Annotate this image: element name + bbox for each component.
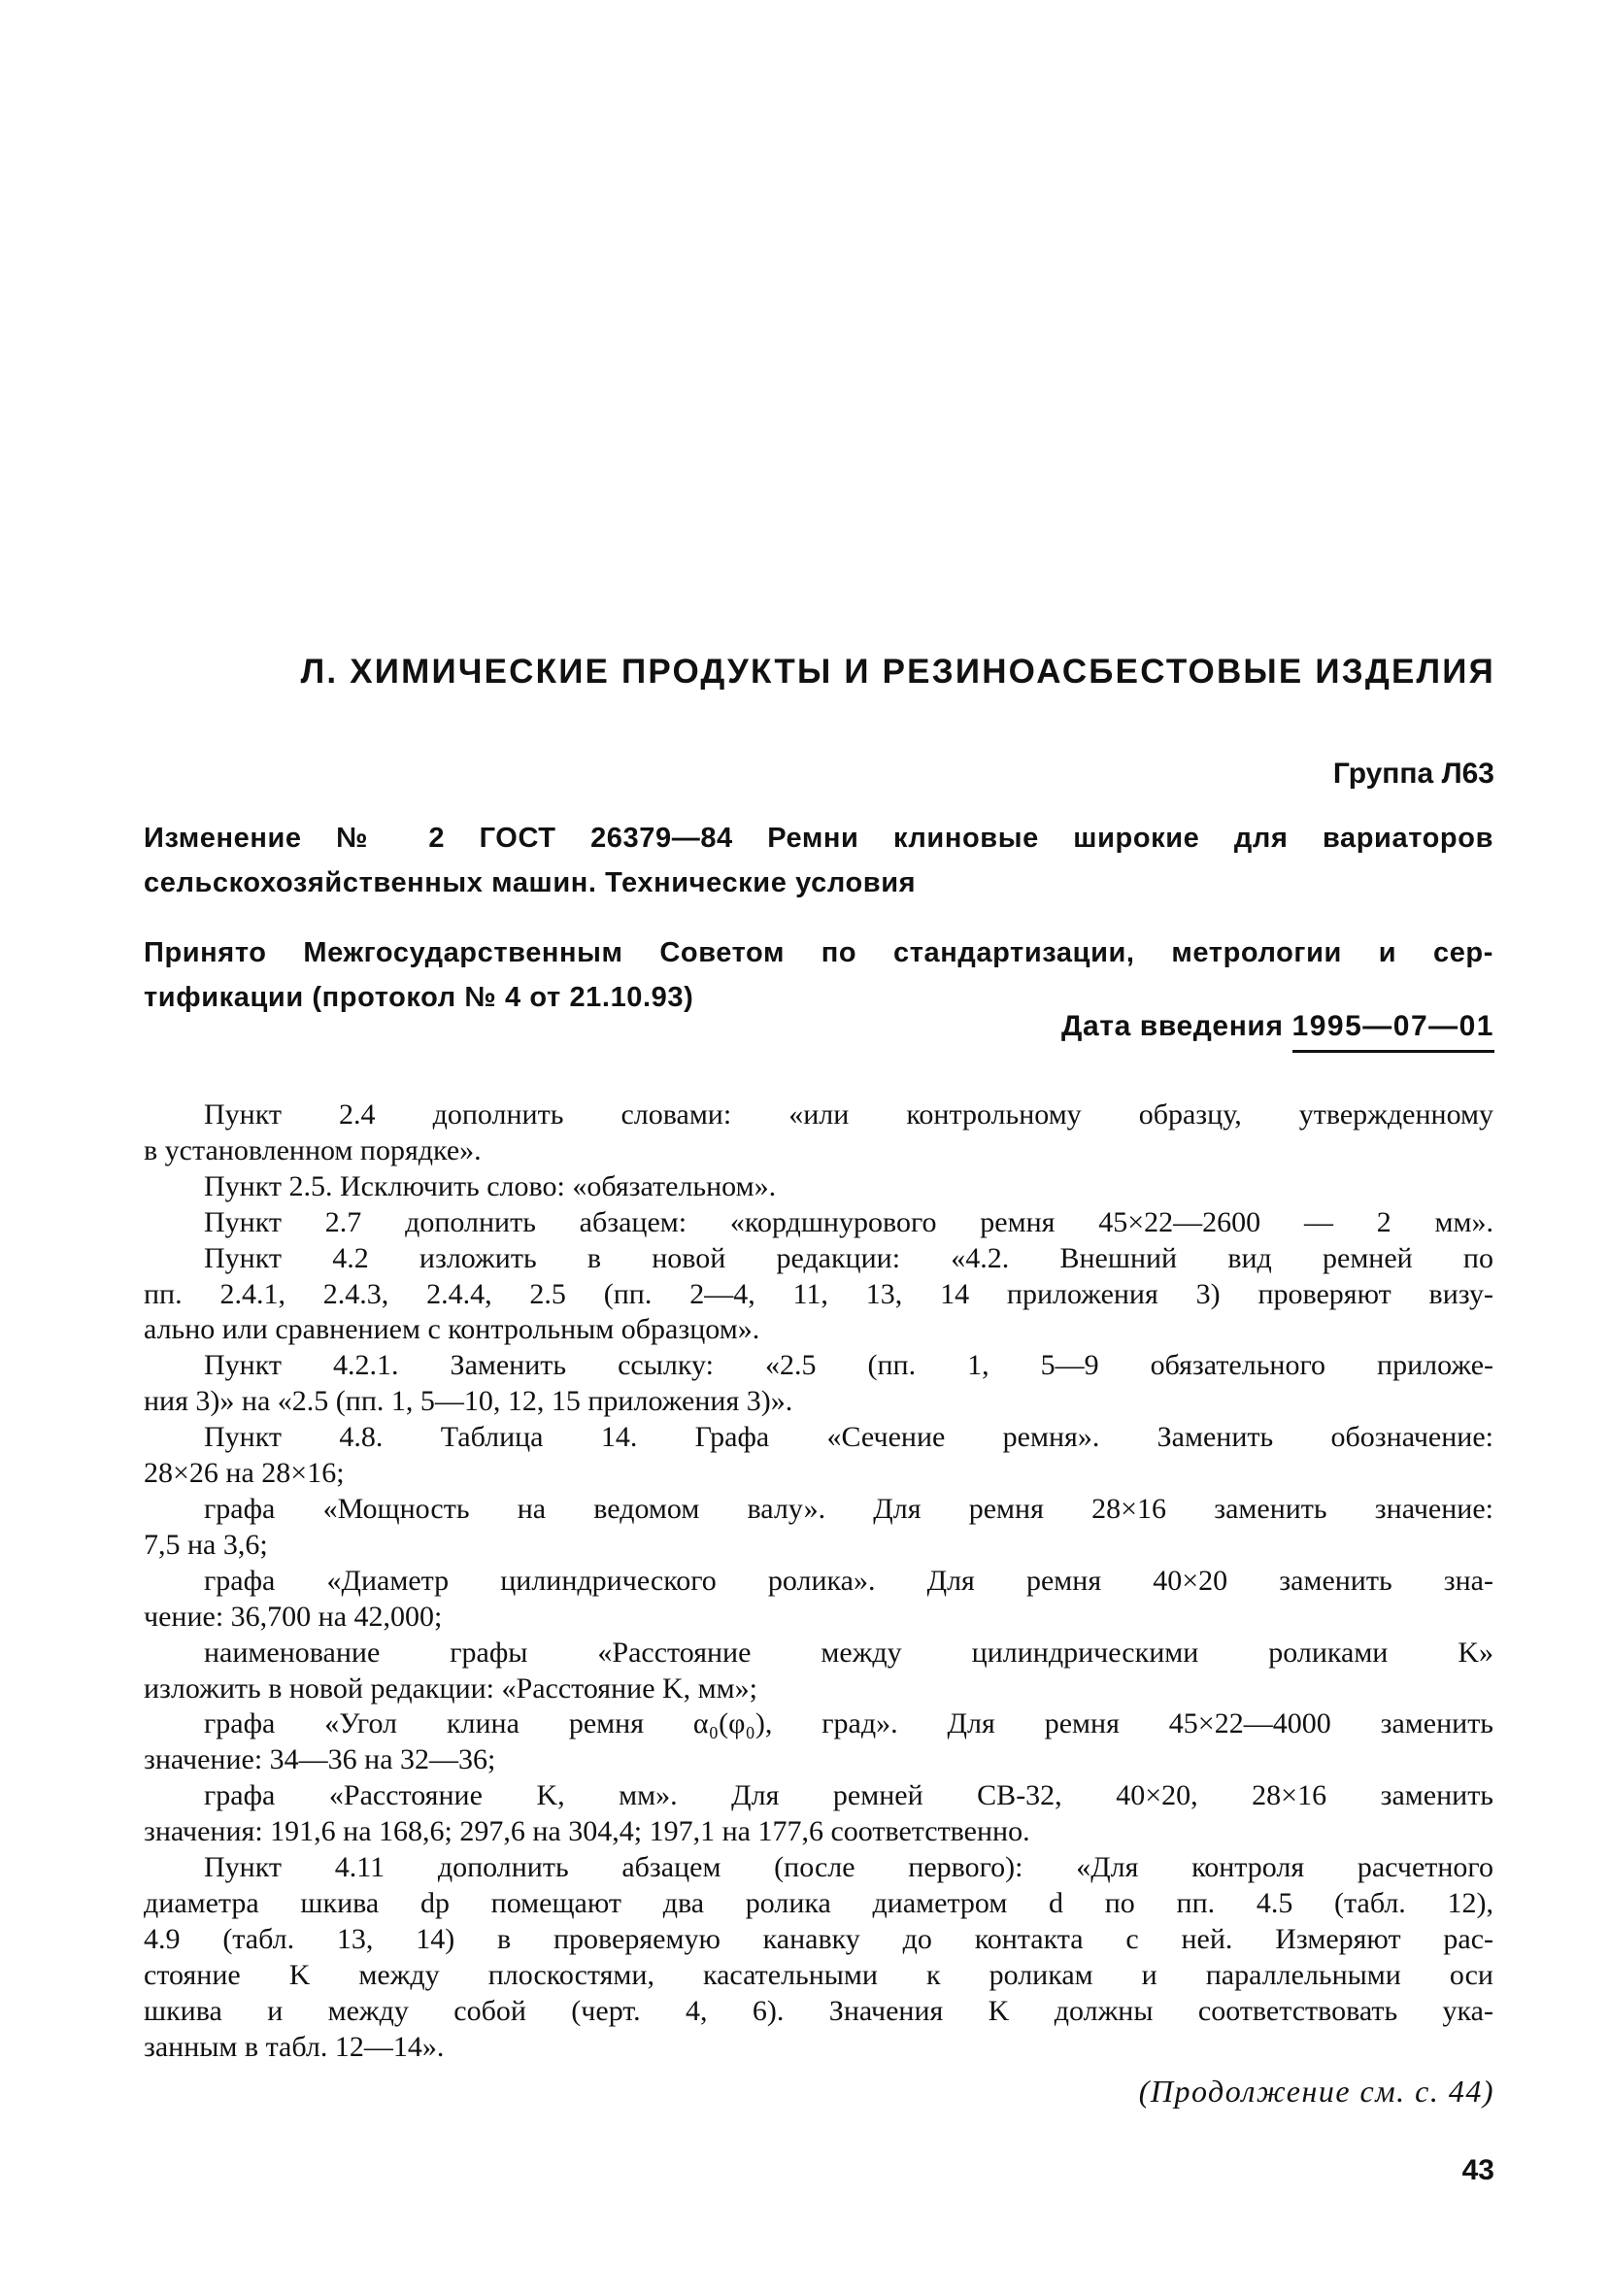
- text-line: чение: 36,700 на 42,000;: [144, 1600, 443, 1633]
- text-line: диаметра шкива dp помещают два ролика диаметром d по пп. 4.5 (табл. 12),: [144, 1886, 1493, 1919]
- text-line: графа «Диаметр цилиндрического ролика». Для ремня 40×20 заменить зна-: [204, 1564, 1493, 1597]
- text-line: пп. 2.4.1, 2.4.3, 2.4.4, 2.5 (пп. 2—4, 11, 13, 14 приложения 3) проверяют визу-: [144, 1277, 1493, 1310]
- change-heading-line: Изменение № 2 ГОСТ 26379—84 Ремни клиновые широкие для вариаторов: [144, 823, 1493, 854]
- text-line: графа «Мощность на ведомом валу». Для ремня 28×16 заменить значение:: [204, 1492, 1493, 1525]
- introduction-date: [1061, 1010, 1494, 1043]
- text-line: 7,5 на 3,6;: [144, 1528, 268, 1561]
- text-line: изложить в новой редакции: «Расстояние K, мм»;: [144, 1671, 757, 1705]
- continuation-note: (Продолжение см. с. 44): [1138, 2074, 1494, 2109]
- text-line: Пункт 2.4 дополнить словами: «или контрольному образцу, утвержденному: [204, 1098, 1493, 1131]
- text-line: Пункт 4.2.1. Заменить ссылку: «2.5 (пп. 1, 5—9 обязательного приложе-: [204, 1349, 1493, 1382]
- text-line: ально или сравнением с контрольным образцом».: [144, 1313, 760, 1346]
- text-line: Пункт 2.5. Исключить слово: «обязательном».: [204, 1169, 777, 1202]
- body-text: [144, 1097, 1493, 2065]
- adoption-line: тификации (протокол № 4 от 21.10.93): [144, 982, 694, 1013]
- text-line: Пункт 4.11 дополнить абзацем (после первого): «Для контроля расчетного: [204, 1851, 1493, 1884]
- section-title: Л. ХИМИЧЕСКИЕ ПРОДУКТЫ И РЕЗИНОАСБЕСТОВЫЕ ИЗДЕЛИЯ: [300, 653, 1495, 691]
- text-line: стояние K между плоскостями, касательными к роликам и параллельными оси: [144, 1958, 1493, 1991]
- change-heading-line: сельскохозяйственных машин. Технические условия: [144, 867, 917, 898]
- adoption-line: Принято Межгосударственным Советом по стандартизации, метрологии и сер-: [144, 937, 1493, 968]
- change-heading: [144, 816, 1493, 905]
- text-line: наименование графы «Расстояние между цилиндрическими роликами K»: [204, 1636, 1493, 1669]
- text-line: значение: 34—36 на 32—36;: [144, 1743, 496, 1776]
- text-line: графа «Угол клина ремня α₀(φ₀), град». Для ремня 45×22—4000 заменить: [204, 1707, 1493, 1740]
- text-line: 4.9 (табл. 13, 14) в проверяемую канавку до контакта с ней. Измеряют рас-: [144, 1922, 1493, 1955]
- text-line: в установленном порядке».: [144, 1133, 482, 1166]
- text-line: Пункт 4.8. Таблица 14. Графа «Сечение ремня». Заменить обозначение:: [204, 1421, 1493, 1454]
- text-line: графа «Расстояние K, мм». Для ремней СВ-32, 40×20, 28×16 заменить: [204, 1779, 1493, 1812]
- text-line: шкива и между собой (черт. 4, 6). Значения K должны соответствовать ука-: [144, 1994, 1493, 2027]
- adoption-text: [144, 930, 1493, 1020]
- page-number: 43: [1461, 2154, 1494, 2186]
- text-line: 28×26 на 28×16;: [144, 1457, 345, 1490]
- introduction-date-value: 1995—07—01: [1292, 1010, 1494, 1053]
- text-line: занным в табл. 12—14».: [144, 2030, 445, 2063]
- text-line: Пункт 2.7 дополнить абзацем: «кордшнурового ремня 45×22—2600 — 2 мм».: [204, 1205, 1493, 1238]
- text-line: ния 3)» на «2.5 (пп. 1, 5—10, 12, 15 приложения 3)».: [144, 1385, 793, 1418]
- text-line: Пункт 4.2 изложить в новой редакции: «4.2. Внешний вид ремней по: [204, 1241, 1493, 1274]
- introduction-date-label: Дата введения: [1061, 1010, 1284, 1042]
- group-code: Группа Л63: [1332, 758, 1494, 790]
- text-line: значения: 191,6 на 168,6; 297,6 на 304,4; 197,1 на 177,6 соответственно.: [144, 1815, 1030, 1848]
